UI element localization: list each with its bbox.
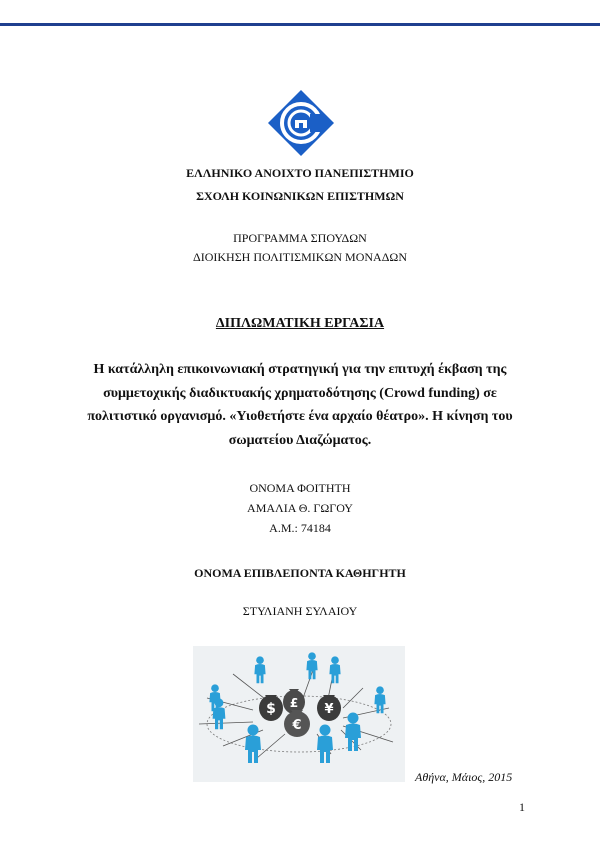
student-label: ΟΝΟΜΑ ΦΟΙΤΗΤΗ (249, 481, 351, 495)
currency-symbol: ¥ (324, 702, 334, 717)
thesis-title (70, 358, 530, 452)
currency-symbol: $ (266, 701, 276, 717)
thesis-title-line: πολιτιστικό οργανισμό. «Υιοθετήστε ένα αρχαίο θέατρο». Η κίνηση του (87, 409, 513, 424)
university-logo (267, 89, 335, 157)
student-id: Α.Μ.: 74184 (269, 521, 331, 535)
place-date: Αθήνα, Μάιος, 2015 (415, 770, 513, 784)
program-label: ΠΡΟΓΡΑΜΜΑ ΣΠΟΥΔΩΝ (233, 231, 367, 245)
currency-symbol: € (292, 718, 302, 733)
supervisor-name: ΣΤΥΛΙΑΝΗ ΣΥΛΑΙΟΥ (242, 604, 358, 618)
page-number: 1 (519, 800, 525, 814)
program-name: ΔΙΟΙΚΗΣΗ ΠΟΛΙΤΙΣΜΙΚΩΝ ΜΟΝΑΔΩΝ (192, 250, 407, 264)
top-border-rule (0, 23, 600, 26)
thesis-title-line: Η κατάλληλη επικοινωνιακή στρατηγική για την επιτυχή έκβαση της (93, 362, 507, 377)
supervisor-label: ΟΝΟΜΑ ΕΠΙΒΛΕΠΟΝΤΑ ΚΑΘΗΓΗΤΗ (194, 566, 406, 580)
crowdfunding-illustration (193, 646, 405, 782)
university-name: ΕΛΛΗΝΙΚΟ ΑΝΟΙΧΤΟ ΠΑΝΕΠΙΣΤΗΜΙΟ (186, 166, 414, 180)
currency-symbol: £ (289, 696, 299, 710)
document-type-heading: ΔΙΠΛΩΜΑΤΙΚΗ ΕΡΓΑΣΙΑ (215, 316, 385, 331)
thesis-title-line: σωματείου Διαζώματος. (228, 432, 372, 448)
school-name: ΣΧΟΛΗ ΚΟΙΝΩΝΙΚΩΝ ΕΠΙΣΤΗΜΩΝ (196, 189, 404, 203)
student-name: ΑΜΑΛΙΑ Θ. ΓΩΓΟΥ (247, 501, 353, 515)
thesis-title-line: συμμετοχικής διαδικτυακής χρηματοδότησης (Crowd funding) σε (103, 385, 497, 401)
